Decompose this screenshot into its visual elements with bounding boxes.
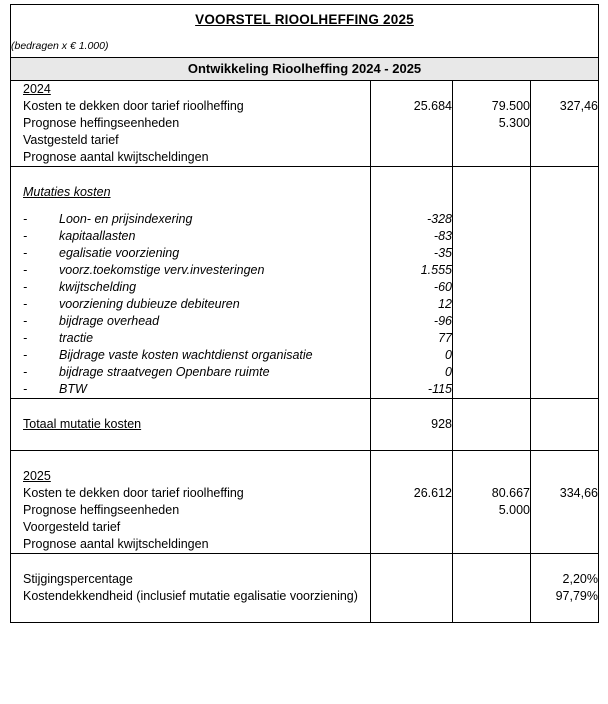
- section-band-cell: [11, 58, 599, 81]
- bullet-dash-icon: -: [23, 212, 28, 226]
- year-2025-labels: [11, 451, 371, 554]
- totaal-row: [11, 399, 599, 451]
- row-value: 80.667: [491, 486, 530, 500]
- list-item-value: 12: [438, 297, 452, 311]
- spacer: [531, 451, 598, 468]
- year-2024-col2: [453, 81, 531, 167]
- list-item: [11, 279, 370, 296]
- mutaties-col2: [453, 167, 531, 399]
- row-value: 25.684: [413, 99, 452, 113]
- mutaties-value-list: [371, 211, 452, 398]
- year-2024-labels: [11, 81, 371, 167]
- year-2024-col1: [371, 81, 453, 167]
- summary-col2: [453, 554, 531, 623]
- bullet-dash-icon: -: [23, 348, 28, 362]
- list-item-value: 0: [445, 348, 452, 362]
- totaal-col3: [531, 399, 599, 451]
- list-item: [11, 330, 370, 347]
- spacer: [371, 184, 452, 201]
- mutaties-heading-line: [11, 184, 370, 201]
- spacer: [453, 468, 530, 485]
- spacer: [371, 433, 452, 450]
- totaal-label-cell: [11, 399, 371, 451]
- list-item-label: voorziening dubieuze debiteuren: [59, 297, 240, 311]
- spacer: [11, 605, 370, 622]
- bullet-dash-icon: -: [23, 280, 28, 294]
- summary-label: Stijgingspercentage: [23, 572, 133, 586]
- summary-col1: [371, 554, 453, 623]
- rioolheffing-table: [10, 4, 599, 623]
- spacer: [531, 554, 598, 571]
- row-label: Vastgesteld tarief: [23, 133, 119, 147]
- spacer: [531, 605, 598, 622]
- year-2025-row: [11, 451, 599, 554]
- list-item-value: -96: [433, 314, 452, 328]
- totaal-col1: [371, 399, 453, 451]
- list-item-value: 77: [438, 331, 452, 345]
- row-value: 26.612: [413, 486, 452, 500]
- section-band-title: Ontwikkeling Rioolheffing 2024 - 2025: [187, 61, 422, 76]
- spacer: [531, 468, 598, 485]
- year-2024-row: [11, 81, 599, 167]
- spacer: [371, 81, 452, 98]
- row-label: Kosten te dekken door tarief rioolheffing: [23, 486, 244, 500]
- spacer: [531, 81, 598, 98]
- mutaties-col1: [371, 167, 453, 399]
- row-label: Prognose heffingseenheden: [23, 503, 180, 517]
- list-item-label: kapitaallasten: [59, 229, 136, 243]
- spacer: [371, 399, 452, 416]
- year-2024-heading: 2024: [23, 82, 51, 96]
- totaal-label-line: [11, 416, 370, 433]
- list-item-value: -115: [427, 382, 452, 396]
- row-value: 334,66: [559, 486, 598, 500]
- list-item: [11, 245, 370, 262]
- bullet-dash-icon: -: [23, 382, 28, 396]
- list-item-label: tractie: [59, 331, 94, 345]
- totaal-col2: [453, 399, 531, 451]
- list-item-value: -60: [433, 280, 452, 294]
- list-item-label: bijdrage straatvegen Openbare ruimte: [59, 365, 270, 379]
- row-value: 5.000: [498, 503, 530, 517]
- row-label: Kosten te dekken door tarief rioolheffing: [23, 99, 244, 113]
- list-item: [11, 211, 370, 228]
- bullet-dash-icon: -: [23, 297, 28, 311]
- list-item: [11, 381, 370, 398]
- list-item-label: Loon- en prijsindexering: [59, 212, 193, 226]
- year-2025-col2: [453, 451, 531, 554]
- bullet-dash-icon: -: [23, 365, 28, 379]
- mutaties-item-list: [11, 211, 370, 398]
- summary-value: 2,20%: [562, 572, 598, 586]
- summary-value: 97,79%: [555, 589, 598, 603]
- spacer: [11, 451, 370, 468]
- title-cell: [11, 5, 599, 36]
- row-label: Prognose aantal kwijtscheldingen: [23, 150, 209, 164]
- spacer: [371, 167, 452, 184]
- spacer: [11, 167, 370, 184]
- title-row: [11, 5, 599, 36]
- list-item: [11, 262, 370, 279]
- spacer: [453, 81, 530, 98]
- year-2025-col1: [371, 451, 453, 554]
- list-item-label: Bijdrage vaste kosten wachtdienst organisatie: [59, 348, 313, 362]
- summary-col3: [531, 554, 599, 623]
- year-2025-col3: [531, 451, 599, 554]
- list-item-value: 1.555: [420, 263, 452, 277]
- list-item-label: egalisatie voorziening: [59, 246, 180, 260]
- spacer: [11, 433, 370, 450]
- row-label: Prognose aantal kwijtscheldingen: [23, 537, 209, 551]
- list-item-label: bijdrage overhead: [59, 314, 160, 328]
- list-item: [11, 364, 370, 381]
- row-value: 327,46: [559, 99, 598, 113]
- amount-note-cell: [11, 35, 599, 58]
- mutaties-heading: Mutaties kosten: [23, 185, 111, 199]
- spacer: [11, 554, 370, 571]
- summary-row: [11, 554, 599, 623]
- section-band-row: [11, 58, 599, 81]
- bullet-dash-icon: -: [23, 331, 28, 345]
- row-value: 79.500: [491, 99, 530, 113]
- list-item-value: -35: [433, 246, 452, 260]
- spacer: [11, 399, 370, 416]
- year-2024-heading-line: [11, 81, 370, 98]
- year-2024-col3: [531, 81, 599, 167]
- year-2025-heading-line: [11, 468, 370, 485]
- row-label: Prognose heffingseenheden: [23, 116, 180, 130]
- amount-note-row: [11, 35, 599, 58]
- list-item: [11, 228, 370, 245]
- list-item: [11, 313, 370, 330]
- list-item: [11, 347, 370, 364]
- summary-label: Kostendekkendheid (inclusief mutatie egalisatie voorziening): [23, 589, 358, 603]
- mutaties-row: [11, 167, 599, 399]
- totaal-value: 928: [431, 417, 452, 431]
- amount-note: (bedragen x € 1.000): [11, 40, 109, 52]
- list-item-label: BTW: [59, 382, 87, 396]
- spacer: [371, 468, 452, 485]
- totaal-label: Totaal mutatie kosten: [23, 417, 142, 431]
- page-title: VOORSTEL RIOOLHEFFING 2025: [195, 12, 414, 27]
- list-item: [11, 296, 370, 313]
- spacer: [371, 451, 452, 468]
- bullet-dash-icon: -: [23, 229, 28, 243]
- bullet-dash-icon: -: [23, 263, 28, 277]
- mutaties-col3: [531, 167, 599, 399]
- list-item-value: 0: [445, 365, 452, 379]
- list-item-label: kwijtschelding: [59, 280, 137, 294]
- list-item-value: -83: [433, 229, 452, 243]
- summary-labels: [11, 554, 371, 623]
- row-value: 5.300: [498, 116, 530, 130]
- spacer: [453, 451, 530, 468]
- year-2025-heading: 2025: [23, 469, 51, 483]
- row-label: Voorgesteld tarief: [23, 520, 121, 534]
- bullet-dash-icon: -: [23, 314, 28, 328]
- bullet-dash-icon: -: [23, 246, 28, 260]
- list-item-value: -328: [426, 212, 452, 226]
- mutaties-labels: [11, 167, 371, 399]
- list-item-label: voorz.toekomstige verv.investeringen: [59, 263, 265, 277]
